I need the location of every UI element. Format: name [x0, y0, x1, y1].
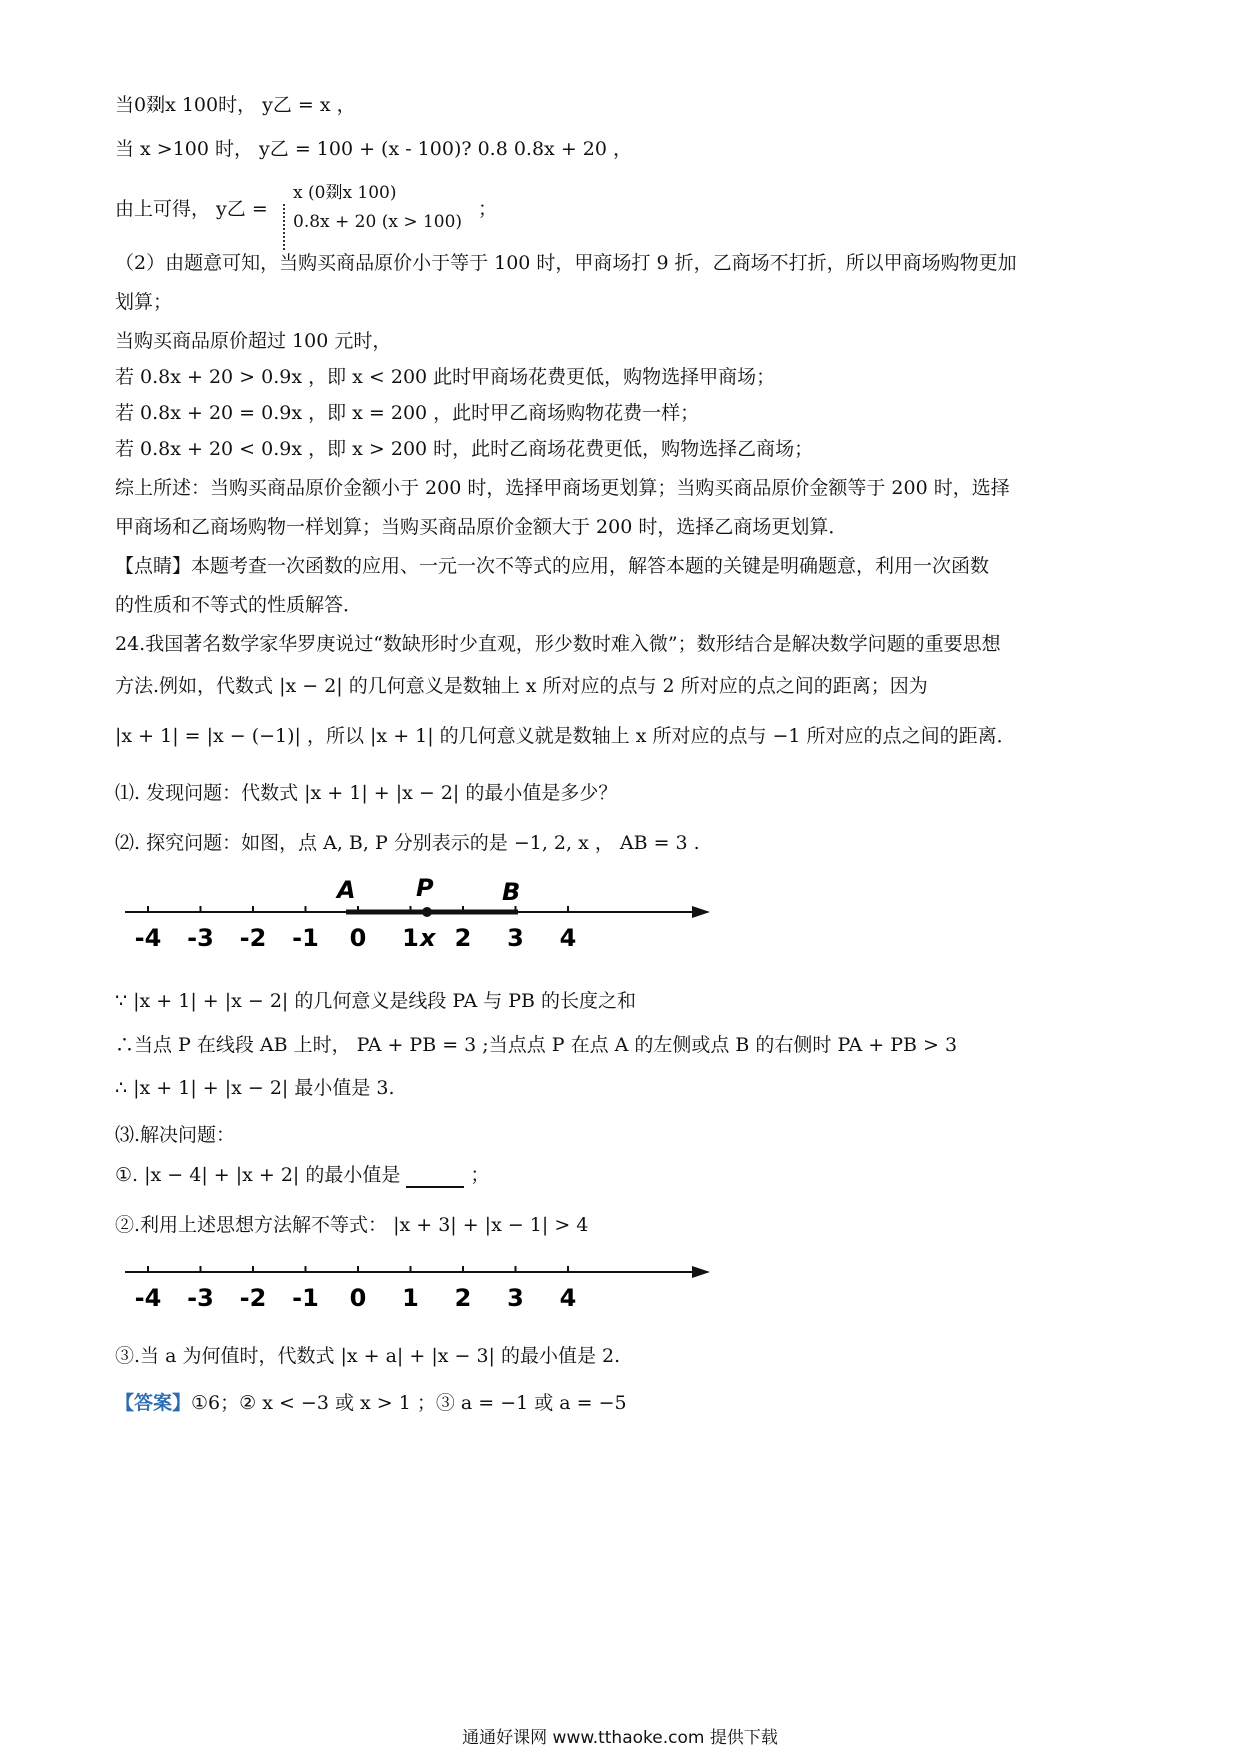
answer-tag: 【答案】 — [115, 1392, 192, 1414]
tick-label: -4 — [134, 924, 162, 952]
text-line-13: 的性质和不等式的性质解答． — [115, 594, 363, 616]
number-line-2 — [120, 1250, 720, 1330]
piecewise-case-2: 0.8x + 20 (x > 100) — [293, 212, 463, 232]
text-line-18: ⑵. 探究问题：如图，点 A, B, P 分别表示的是 −1, 2, x ， AB = 3 . — [115, 832, 700, 854]
tick-label: -1 — [292, 1284, 319, 1312]
text-line-25: ③.当 a 为何值时，代数式 |x + a| + |x − 3| 的最小值是 2. — [115, 1345, 621, 1367]
text-line-2: 当 x >100 时， y乙 = 100 + (x - 100)? 0.8 0.8x + 20 ， — [115, 138, 632, 160]
text-line-22: ⑶.解决问题： — [115, 1124, 236, 1146]
tick-label: -3 — [187, 924, 214, 952]
tick-label: 4 — [559, 924, 577, 952]
tick-label: 2 — [454, 924, 472, 952]
tick-label: -1 — [292, 924, 319, 952]
text-line-20: ∴当点 P 在线段 AB 上时， PA + PB = 3 ;当点点 P 在点 A 的左侧或点 B 的右侧时 PA + PB > 3 — [115, 1034, 958, 1056]
text-line-15: 方法.例如，代数式 |x − 2| 的几何意义是数轴上 x 所对应的点与 2 所对应的点之间的距离；因为 — [115, 675, 928, 697]
text-line-11: 甲商场和乙商场购物一样划算；当购买商品原价金额大于 200 时，选择乙商场更划算． — [115, 516, 848, 538]
text-line-4: （2）由题意可知，当购买商品原价小于等于 100 时，甲商场打 9 折，乙商场不打折，所以甲商场购物更加 — [115, 252, 1017, 274]
tick-label: 3 — [507, 924, 524, 952]
tick-label: -2 — [239, 1284, 267, 1312]
label-p: P — [416, 874, 434, 902]
text-line-19: ∵ |x + 1| + |x − 2| 的几何意义是线段 PA 与 PB 的长度之和 — [115, 990, 637, 1012]
text-line-8: 若 0.8x + 20 = 0.9x ，即 x = 200 ，此时甲乙商场购物花费一样； — [115, 402, 700, 424]
piecewise-brace — [283, 204, 293, 250]
tick-label: 4 — [559, 1284, 577, 1312]
footer-watermark: 通通好课网 www.tthaoke.com 提供下载 — [462, 1728, 778, 1748]
text-line-23 — [115, 1162, 489, 1188]
text-line-17: ⑴. 发现问题：代数式 |x + 1| + |x − 2| 的最小值是多少？ — [115, 782, 618, 804]
label-a: A — [337, 876, 356, 904]
text-line-14: 24.我国著名数学家华罗庚说过“数缺形时少直观，形少数时难入微”；数形结合是解决数学问题的重要思想 — [115, 633, 1001, 655]
piecewise-case-1: x (0剟x 100) — [293, 183, 397, 203]
tick-label: 3 — [507, 1284, 524, 1312]
text-line-10: 综上所述：当购买商品原价金额小于 200 时，选择甲商场更划算；当购买商品原价金额等于 200 时，选择 — [115, 477, 1010, 499]
text-line-16: |x + 1| = |x − (−1)| ，所以 |x + 1| 的几何意义就是数轴上 x 所对应的点与 −1 所对应的点之间的距离． — [115, 725, 1016, 747]
text-line-9: 若 0.8x + 20 < 0.9x ，即 x > 200 时，此时乙商场花费更低，购物选择乙商场； — [115, 438, 814, 460]
text-line-21: ∴ |x + 1| + |x − 2| 最小值是 3. — [115, 1077, 395, 1099]
label-x: x — [420, 924, 436, 952]
axis-arrow — [692, 906, 710, 918]
text-line-24: ②.利用上述思想方法解不等式： |x + 3| + |x − 1| > 4 — [115, 1214, 589, 1236]
question-1-end: ； — [470, 1164, 490, 1186]
tick-label: -4 — [134, 1284, 162, 1312]
tick-label: 0 — [349, 1284, 367, 1312]
label-b: B — [502, 878, 521, 906]
number-line-1 — [120, 860, 720, 970]
question-1-text: ①. |x − 4| + |x + 2| 的最小值是 — [115, 1164, 401, 1186]
piecewise-end: ； — [478, 198, 498, 220]
text-line-12: 【点睛】本题考查一次函数的应用、一元一次不等式的应用，解答本题的关键是明确题意，利用一次函数 — [115, 555, 990, 577]
tick-label: 1 — [402, 924, 419, 952]
answer-text: ①6；② x < −3 或 x > 1 ；③ a = −1 或 a = −5 — [191, 1392, 627, 1414]
tick-label: -3 — [187, 1284, 214, 1312]
tick-label: 2 — [454, 1284, 472, 1312]
text-line-7: 若 0.8x + 20 > 0.9x ，即 x < 200 此时甲商场花费更低，购物选择甲商场； — [115, 366, 776, 388]
answer-line — [115, 1390, 627, 1416]
text-line-3: 由上可得， y乙 = — [115, 198, 268, 220]
text-line-6: 当购买商品原价超过 100 元时， — [115, 330, 392, 352]
text-line-5: 划算； — [115, 291, 173, 313]
answer-blank — [406, 1168, 464, 1188]
tick-label: 0 — [349, 924, 367, 952]
text-line-1: 当0剟x 100时， y乙 = x ， — [115, 94, 356, 116]
point-p — [422, 907, 432, 917]
axis-arrow — [692, 1266, 710, 1278]
tick-label: -2 — [239, 924, 267, 952]
tick-label: 1 — [402, 1284, 419, 1312]
